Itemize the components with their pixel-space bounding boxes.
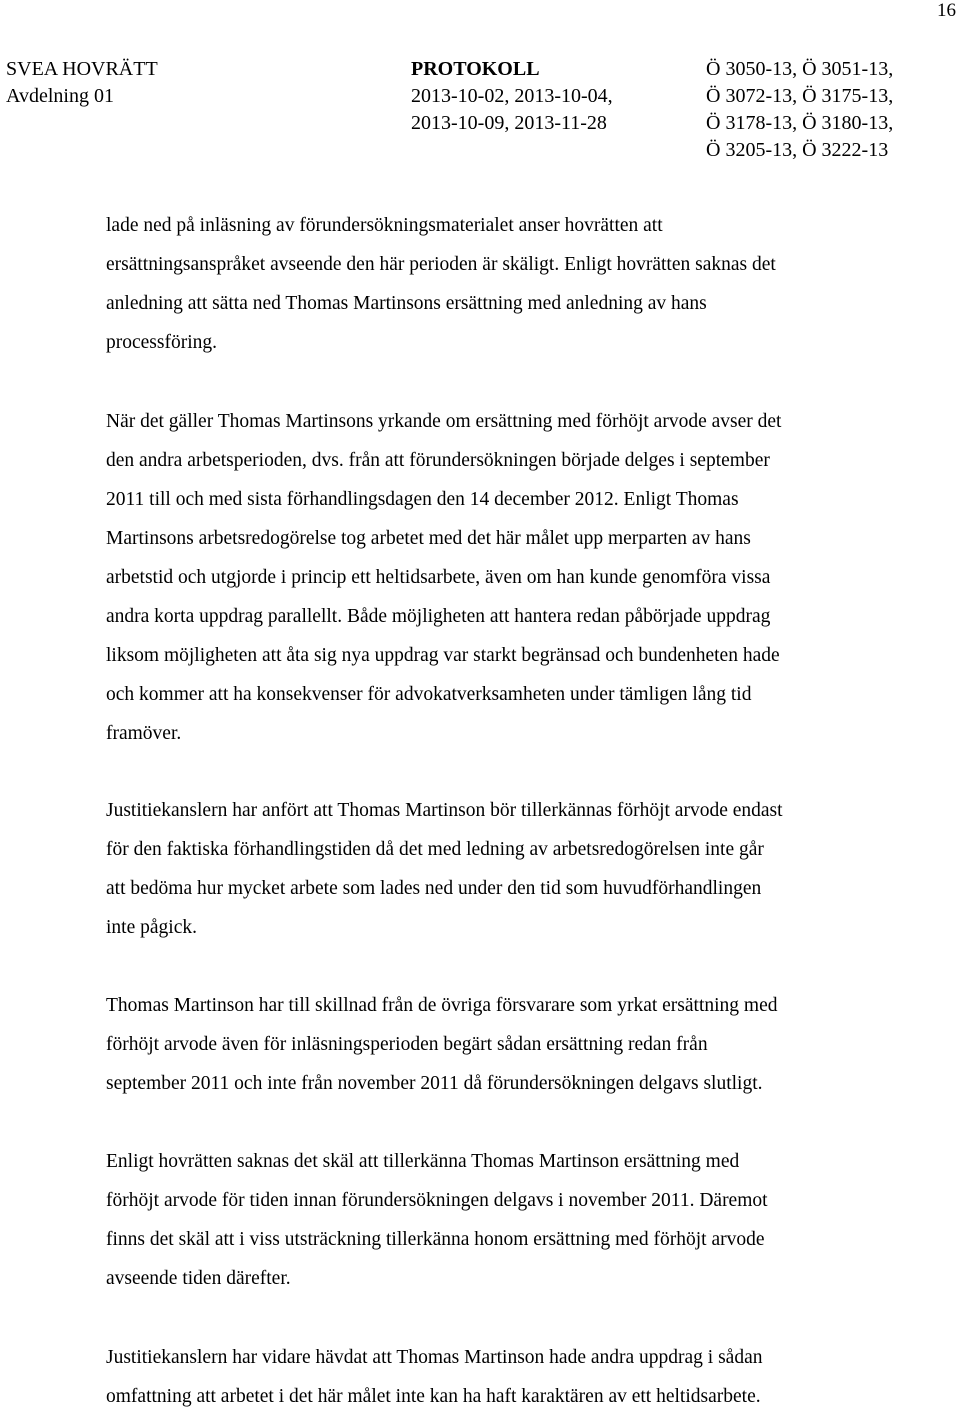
- paragraph-line: arbetstid och utgjorde i princip ett heltidsarbete, även om han kunde genomföra vissa: [106, 567, 771, 588]
- paragraph-line: anledning att sätta ned Thomas Martinsons ersättning med anledning av hans: [106, 293, 707, 314]
- court-info: [6, 56, 158, 110]
- page-number: 16: [937, 0, 956, 21]
- paragraph-line: och kommer att ha konsekvenser för advokatverksamheten under tämligen lång tid: [106, 684, 752, 705]
- protocol-info: [411, 56, 613, 137]
- paragraph-line: andra korta uppdrag parallellt. Både möjligheten att hantera redan påbörjade uppdrag: [106, 606, 771, 627]
- paragraph-line: omfattning att arbetet i det här målet inte kan ha haft karaktären av ett heltidsarbete.: [106, 1386, 761, 1407]
- paragraph-line: inte pågick.: [106, 917, 197, 938]
- paragraph-line: Justitiekanslern har anfört att Thomas Martinson bör tillerkännas förhöjt arvode endast: [106, 800, 783, 821]
- paragraph-line: finns det skäl att i viss utsträckning tillerkänna honom ersättning med förhöjt arvode: [106, 1229, 765, 1250]
- case-numbers-line: Ö 3205-13, Ö 3222-13: [706, 139, 889, 161]
- paragraph-line: september 2011 och inte från november 2011 då förundersökningen delgavs slutligt.: [106, 1073, 763, 1094]
- paragraph-line: avseende tiden därefter.: [106, 1268, 291, 1289]
- case-numbers-line: Ö 3178-13, Ö 3180-13,: [706, 112, 894, 134]
- paragraph-1: [106, 206, 906, 362]
- paragraph-line: för den faktiska förhandlingstiden då det med ledning av arbetsredogörelsen inte går: [106, 839, 764, 860]
- paragraph-6: [106, 1338, 906, 1416]
- paragraph-5: [106, 1142, 906, 1298]
- paragraph-3: [106, 791, 906, 947]
- paragraph-line: När det gäller Thomas Martinsons yrkande om ersättning med förhöjt arvode avser det: [106, 411, 782, 432]
- paragraph-line: lade ned på inläsning av förundersökningsmaterialet anser hovrätten att: [106, 215, 663, 236]
- case-numbers-line: Ö 3072-13, Ö 3175-13,: [706, 85, 894, 107]
- paragraph-4: [106, 986, 906, 1103]
- paragraph-line: ersättningsanspråket avseende den här perioden är skäligt. Enligt hovrätten saknas det: [106, 254, 776, 275]
- paragraph-line: Enligt hovrätten saknas det skäl att tillerkänna Thomas Martinson ersättning med: [106, 1151, 740, 1172]
- protocol-dates-line: 2013-10-02, 2013-10-04,: [411, 85, 613, 107]
- court-division: Avdelning 01: [6, 85, 114, 107]
- paragraph-line: förhöjt arvode för tiden innan förundersökningen delgavs i november 2011. Däremot: [106, 1190, 768, 1211]
- paragraph-line: att bedöma hur mycket arbete som lades ned under den tid som huvudförhandlingen: [106, 878, 762, 899]
- paragraph-line: framöver.: [106, 723, 182, 744]
- paragraph-line: processföring.: [106, 332, 218, 353]
- protocol-title: PROTOKOLL: [411, 58, 540, 80]
- paragraph-2: [106, 402, 906, 753]
- paragraph-line: liksom möjligheten att åta sig nya uppdrag var starkt begränsad och bundenheten hade: [106, 645, 780, 666]
- paragraph-line: Justitiekanslern har vidare hävdat att Thomas Martinson hade andra uppdrag i sådan: [106, 1347, 763, 1368]
- paragraph-line: 2011 till och med sista förhandlingsdagen den 14 december 2012. Enligt Thomas: [106, 489, 739, 510]
- paragraph-line: Thomas Martinson har till skillnad från de övriga försvarare som yrkat ersättning med: [106, 995, 778, 1016]
- case-numbers-line: Ö 3050-13, Ö 3051-13,: [706, 58, 894, 80]
- case-numbers: [706, 56, 893, 164]
- court-name: SVEA HOVRÄTT: [6, 58, 158, 80]
- paragraph-line: förhöjt arvode även för inläsningsperioden begärt sådan ersättning redan från: [106, 1034, 708, 1055]
- paragraph-line: den andra arbetsperioden, dvs. från att förundersökningen började delges i september: [106, 450, 770, 471]
- paragraph-line: Martinsons arbetsredogörelse tog arbetet med det här målet upp merparten av hans: [106, 528, 751, 549]
- protocol-dates-line: 2013-10-09, 2013-11-28: [411, 112, 607, 134]
